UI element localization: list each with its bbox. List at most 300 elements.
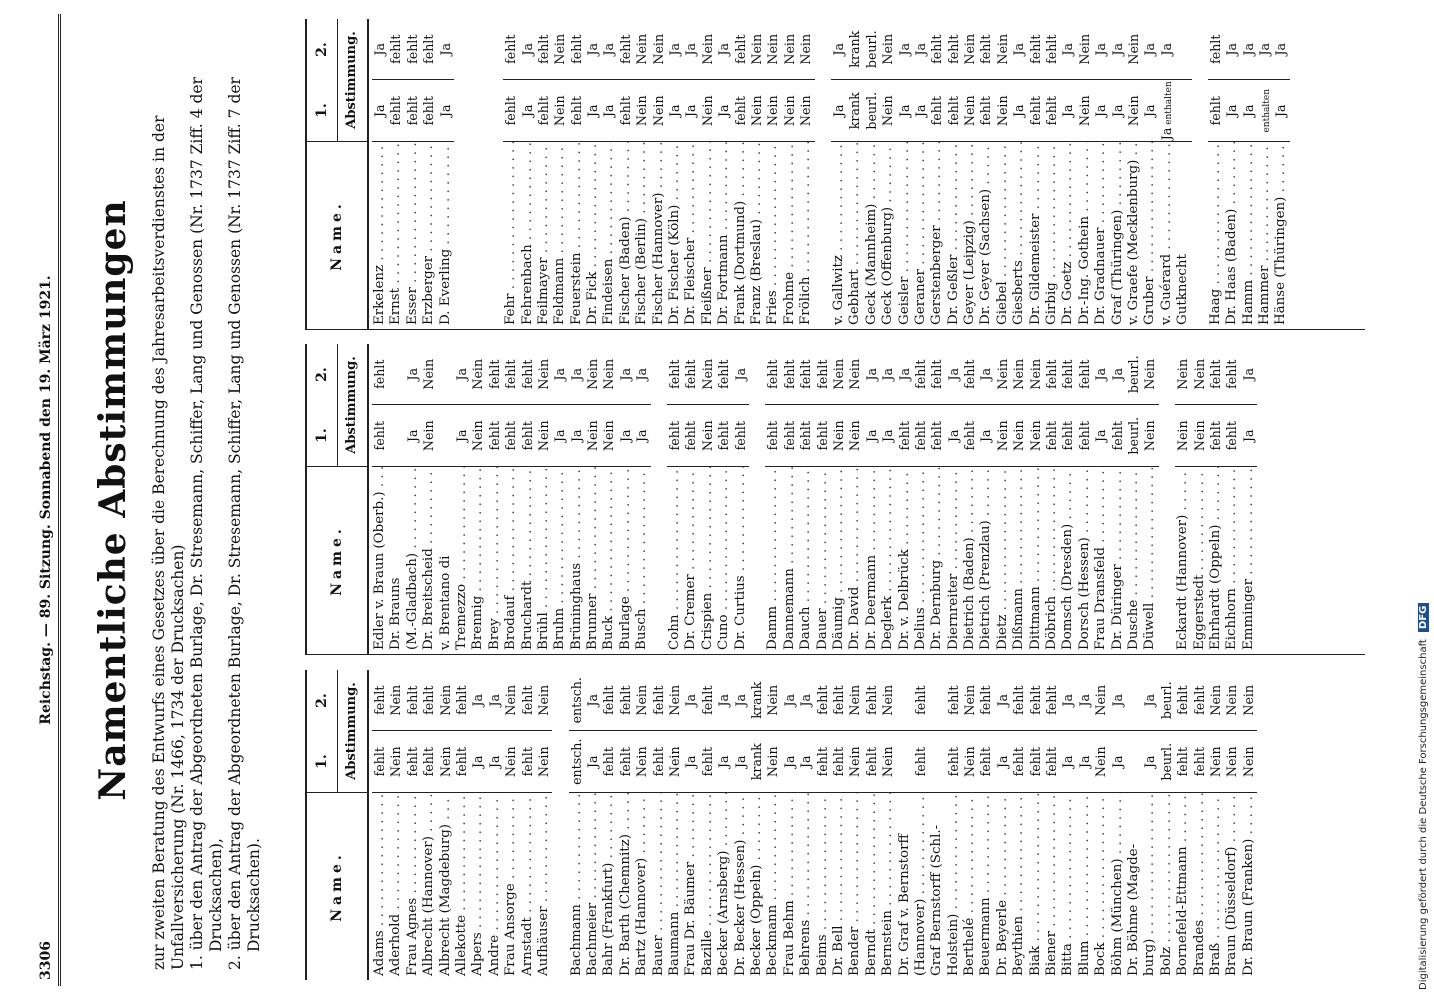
vote-1: Ja: [1076, 755, 1092, 769]
member-name: Geraner . . .: [913, 142, 929, 329]
row-spacer: [1192, 19, 1208, 329]
vote-1: fehlt: [486, 421, 502, 451]
vote-2: fehlt: [1011, 670, 1027, 732]
vote-header: [307, 670, 367, 792]
table-row: [798, 670, 814, 980]
row-spacer: [749, 344, 765, 654]
table-row: [880, 670, 896, 980]
member-name: Dr. Fischer (Köln) . . .: [667, 142, 683, 329]
member-name: Erkelenz . . .: [372, 142, 388, 329]
table-row: [454, 670, 470, 980]
vote-2: Nein: [782, 19, 798, 81]
table-row: [749, 670, 765, 980]
vote-1-header: 1.: [314, 428, 330, 443]
vote-1: fehlt: [962, 421, 978, 451]
member-name: Frau Ansorge . . .: [503, 793, 519, 980]
table-row: [536, 19, 552, 329]
vote-2: Nein: [1093, 670, 1109, 732]
vote-label: Abstimmung.: [344, 682, 359, 780]
vote-2: beurl.: [1126, 344, 1142, 406]
table-row: [470, 670, 486, 980]
member-name: Bachmeier . . .: [585, 793, 601, 980]
table-row: [1011, 344, 1027, 654]
row-spacer: [651, 344, 667, 654]
member-name: Dusche . . .: [1126, 467, 1142, 654]
vote-2: [438, 344, 454, 406]
vote-1: [1126, 732, 1142, 793]
vote-1: fehlt: [617, 747, 633, 777]
member-name: v. Brentano di: [437, 555, 453, 650]
vote-2: fehlt: [601, 670, 617, 732]
vote-1: Ja: [1060, 755, 1076, 769]
vote-1: Nein: [994, 95, 1010, 127]
table-row: [946, 344, 962, 654]
table-row: [700, 670, 716, 980]
vote-1: Ja: [978, 429, 994, 443]
table-row: [1208, 19, 1224, 329]
table-row: [520, 344, 536, 654]
vote-1: Nein: [1093, 746, 1109, 778]
vote-column-1: [305, 670, 1365, 980]
vote-1: fehlt: [1175, 747, 1191, 777]
vote-1: Ja: [798, 755, 814, 769]
vote-1: Ja: [1109, 755, 1125, 769]
member-name: Dannemann . . .: [782, 467, 798, 654]
table-row: [733, 670, 749, 980]
vote-2: Nein: [962, 670, 978, 732]
table-row: [683, 344, 699, 654]
vote-2: fehlt: [683, 344, 699, 406]
table-row: [733, 344, 749, 654]
vote-1: Nein: [437, 746, 453, 778]
table-row: [978, 19, 994, 329]
vote-1: Ja: [912, 104, 928, 118]
vote-1: Ja: [634, 429, 650, 443]
vote-1: fehlt: [765, 421, 781, 451]
member-name: Dr. Haas (Baden) . . .: [1224, 142, 1240, 329]
intro-lead: zur zweiten Beratung des Entwurfs eines Gesetzes über die Berechnung des Jahresarbeitsverdienstes in der Unfallversicherung (Nr. 1466, 1734 der Drucksachen): [150, 115, 187, 970]
vote-2: fehlt: [388, 19, 404, 81]
member-name: Fischer (Baden) . . .: [618, 142, 634, 329]
vote-1: Nein: [1027, 420, 1043, 452]
vote-1: Ja: [1142, 755, 1158, 769]
table-row: [913, 670, 929, 980]
vote-1: Nein: [1240, 746, 1256, 778]
table-row: [831, 670, 847, 980]
member-name: Dr. Bell . . .: [831, 793, 847, 980]
vote-1: Ja: [404, 429, 420, 443]
vote-2: fehlt: [487, 344, 503, 406]
table-row: [716, 19, 732, 329]
vote-2: Nein: [765, 670, 781, 732]
vote-1: Ja: [453, 429, 469, 443]
vote-2: Nein: [634, 670, 650, 732]
member-name: Frau Behm . . .: [782, 793, 798, 980]
vote-2: fehlt: [765, 344, 781, 406]
vote-2: Ja: [716, 670, 732, 732]
member-name: Dr. Gradnauer . . .: [1093, 142, 1109, 329]
vote-1: Nein: [388, 746, 404, 778]
vote-1: fehlt: [830, 747, 846, 777]
vote-1: fehlt: [1224, 421, 1240, 451]
vote-2: Nein: [765, 19, 781, 81]
member-name: Dr. Fortmann . . .: [716, 142, 732, 329]
member-name: Gerstenberger . . .: [929, 142, 945, 329]
table-row: [995, 670, 1011, 980]
table-row: [454, 344, 470, 654]
member-name: Gruber . . .: [1142, 142, 1158, 329]
credit-label: Digitalisierung gefördert durch die Deutsche Forschungsgemeinschaft: [1418, 639, 1429, 990]
vote-2: Ja: [683, 670, 699, 732]
vote-1: Nein: [1011, 420, 1027, 452]
vote-2: Nein: [831, 344, 847, 406]
member-name: Busch . . .: [634, 467, 650, 654]
table-row: [503, 670, 519, 980]
member-name: Alpers . . .: [470, 793, 486, 980]
member-name: Dr. Gildemeister . . .: [1028, 142, 1044, 329]
vote-1: [388, 406, 404, 467]
vote-1: fehlt: [650, 747, 666, 777]
table-row: [1159, 19, 1175, 329]
member-name: (Hannover) . . .: [913, 793, 929, 980]
vote-1: fehlt: [929, 421, 945, 451]
vote-2: Ja: [897, 344, 913, 406]
member-name: Dißmann . . .: [1011, 467, 1027, 654]
table-row: [470, 344, 486, 654]
table-row: [1224, 19, 1240, 329]
member-name: Dr. Curtius . . .: [733, 467, 749, 654]
table-row: [536, 344, 552, 654]
member-name: Franz (Breslau) . . .: [749, 142, 765, 329]
member-name: Adams . . .: [372, 793, 388, 980]
vote-table: [305, 20, 1365, 980]
member-name: Holstein) . . .: [946, 793, 962, 980]
member-name: Delius . . .: [913, 467, 929, 654]
table-row: [1142, 344, 1158, 654]
member-name: Beims . . .: [815, 793, 831, 980]
vote-1: fehlt: [1207, 96, 1223, 126]
vote-1: fehlt: [814, 747, 830, 777]
table-row: [929, 670, 945, 980]
vote-2: Ja: [1224, 19, 1240, 81]
vote-2: Ja: [470, 670, 486, 732]
vote-1: [1257, 81, 1273, 142]
vote-2: Ja: [864, 344, 880, 406]
vote-1: fehlt: [1044, 96, 1060, 126]
table-row: [913, 344, 929, 654]
vote-2: [897, 670, 913, 732]
vote-1: fehlt: [1060, 421, 1076, 451]
vote-1: fehlt: [1044, 747, 1060, 777]
table-row: [421, 344, 437, 654]
vote-1: Ja: [1224, 104, 1240, 118]
vote-2: fehlt: [1192, 670, 1208, 732]
vote-1: Nein: [765, 95, 781, 127]
table-row: [1142, 19, 1158, 329]
vote-1: Nein: [585, 420, 601, 452]
table-row: [520, 670, 536, 980]
vote-2: fehlt: [372, 344, 388, 406]
table-row: [716, 670, 732, 980]
table-row: [405, 19, 421, 329]
member-name: Gutknecht: [1175, 254, 1191, 325]
vote-1: fehlt: [863, 747, 879, 777]
vote-1: fehlt: [814, 421, 830, 451]
table-row: [1192, 344, 1208, 654]
table-row: [601, 344, 617, 654]
vote-2: Ja: [585, 670, 601, 732]
name-header: Name.: [307, 466, 367, 654]
vote-2: fehlt: [782, 344, 798, 406]
vote-1: Ja: [1060, 104, 1076, 118]
vote-1: fehlt: [535, 96, 551, 126]
table-row: [405, 344, 421, 654]
vote-2: Ja: [1060, 670, 1076, 732]
vote-1: Ja: [945, 429, 961, 443]
member-name: Aderhold . . .: [388, 793, 404, 980]
table-row: [962, 19, 978, 329]
vote-2: Ja: [1159, 19, 1175, 81]
vote-2: Ja: [1110, 19, 1126, 81]
vote-1: fehlt: [404, 96, 420, 126]
vote-2: Nein: [536, 670, 552, 732]
vote-1: Ja: [617, 429, 633, 443]
member-name: Allekotte . . .: [454, 793, 470, 980]
member-name: Beythien . . .: [1011, 793, 1027, 980]
vote-1: Ja: [781, 755, 797, 769]
table-row: [1241, 19, 1257, 329]
table-row: [536, 670, 552, 980]
vote-2: Ja: [634, 344, 650, 406]
table-row: [388, 19, 404, 329]
vote-2: Nein: [1241, 670, 1257, 732]
member-name: Fries . . .: [765, 142, 781, 329]
vote-2: fehlt: [929, 344, 945, 406]
member-name: Dr. Fleischer . . .: [683, 142, 699, 329]
table-row: [700, 19, 716, 329]
table-row: [1126, 19, 1142, 329]
vote-2: Nein: [880, 670, 896, 732]
table-row: [683, 670, 699, 980]
row-spacer: [815, 19, 831, 329]
table-row: [421, 19, 437, 329]
table-row: [700, 344, 716, 654]
table-row: [601, 19, 617, 329]
member-name: v. Graefe (Mecklenburg) . . .: [1126, 142, 1142, 329]
member-name: Dr.-Ing. Gothein . . .: [1077, 142, 1093, 329]
vote-2: Nein: [438, 670, 454, 732]
table-row: [651, 670, 667, 980]
vote-2: fehlt: [651, 670, 667, 732]
vote-2: fehlt: [1028, 19, 1044, 81]
column-header: [305, 19, 369, 329]
vote-2: Ja: [1093, 19, 1109, 81]
member-name: Bruchardt . . .: [520, 467, 536, 654]
member-name: Graf (Thüringen) . . .: [1110, 142, 1126, 329]
vote-1: Ja: [519, 104, 535, 118]
member-name: Dr. v. Delbrück . . .: [897, 467, 913, 654]
member-name: Bock . . .: [1093, 793, 1109, 980]
vote-2: Ja: [995, 670, 1011, 732]
member-name: Blum . . .: [1077, 793, 1093, 980]
table-row: [1175, 670, 1191, 980]
vote-1: Nein: [1191, 420, 1207, 452]
member-name: Dr. Becker (Hessen) . . .: [733, 793, 749, 980]
vote-2: fehlt: [618, 19, 634, 81]
vote-1: fehlt: [372, 747, 387, 777]
vote-1: fehlt: [421, 96, 437, 126]
member-name: Fischer (Hannover) . . .: [651, 142, 667, 329]
table-row: [1077, 344, 1093, 654]
table-row: [897, 670, 913, 980]
vote-2: Ja: [454, 344, 470, 406]
member-name: Burlage . . .: [618, 467, 634, 654]
member-name: Brühl . . .: [536, 467, 552, 654]
vote-1: Nein: [634, 746, 650, 778]
vote-2: fehlt: [913, 670, 929, 732]
table-row: [585, 19, 601, 329]
vote-1: Ja: [1093, 104, 1109, 118]
vote-2: Nein: [1224, 670, 1240, 732]
member-name: Hammer . . .: [1257, 142, 1273, 329]
vote-2: Ja: [601, 19, 617, 81]
member-name: Berthelé . . .: [962, 793, 978, 980]
member-name: Frölich . . .: [798, 142, 814, 329]
table-row: [847, 670, 863, 980]
vote-1: fehlt: [945, 96, 961, 126]
table-row: [1060, 670, 1076, 980]
page-number: 3306: [38, 941, 54, 980]
vote-1: Nein: [1142, 420, 1158, 452]
vote-2: fehlt: [405, 670, 421, 732]
vote-1: Nein: [1175, 420, 1191, 452]
member-name: Brandes . . .: [1192, 793, 1208, 980]
vote-1: fehlt: [519, 747, 535, 777]
member-name: Frau Dransfeld . . .: [1093, 467, 1109, 654]
member-name: Dr. Braun (Franken) . . .: [1241, 793, 1257, 980]
member-name: Bauer . . .: [651, 793, 667, 980]
vote-1: fehlt: [1027, 747, 1043, 777]
vote-1: Nein: [994, 420, 1010, 452]
table-row: [372, 19, 388, 329]
vote-1: Nein: [1076, 95, 1092, 127]
vote-1-header: 1.: [314, 754, 330, 769]
member-name: Deglerk . . .: [880, 467, 896, 654]
vote-2: entsch.: [569, 670, 585, 732]
member-name: Cuno . . .: [716, 467, 732, 654]
row-spacer: [454, 19, 470, 329]
table-row: [372, 344, 388, 654]
member-name: Graf Bernstorff (Schl.-: [929, 824, 945, 976]
table-row: [765, 344, 781, 654]
vote-2: fehlt: [503, 19, 519, 81]
member-name: Eichhorn . . .: [1224, 467, 1240, 654]
vote-2: Ja: [487, 670, 503, 732]
vote-1: fehlt: [683, 421, 699, 451]
vote-2: Ja: [1110, 670, 1126, 732]
vote-1: fehlt: [421, 747, 437, 777]
table-row: [634, 344, 650, 654]
vote-2: Nein: [700, 19, 716, 81]
member-name: Haag . . .: [1208, 142, 1224, 329]
member-name: Diernreiter . . .: [946, 467, 962, 654]
row-spacer: [1159, 344, 1175, 654]
vote-2: Nein: [651, 19, 667, 81]
table-row: [487, 670, 503, 980]
vote-2: Ja: [1110, 344, 1126, 406]
table-row: [1060, 344, 1076, 654]
member-name: Düwell . . .: [1142, 467, 1158, 654]
vote-2: fehlt: [716, 344, 732, 406]
vote-1: fehlt: [732, 96, 748, 126]
member-name: Brodauf . . .: [503, 467, 519, 654]
vote-2: Ja: [618, 344, 634, 406]
member-name: Dr. Barth (Chemnitz) . . .: [618, 793, 634, 980]
table-row: [782, 670, 798, 980]
column-header: [305, 344, 369, 654]
table-row: [1224, 344, 1240, 654]
table-row: [1159, 670, 1175, 980]
member-name: Braß . . .: [1208, 793, 1224, 980]
member-name: v. Guérard . . .: [1159, 142, 1175, 329]
vote-1: Nein: [503, 746, 519, 778]
member-name: Andre . . .: [487, 793, 503, 980]
table-row: [978, 344, 994, 654]
member-name: Fleißner . . .: [700, 142, 716, 329]
vote-2: fehlt: [421, 670, 437, 732]
vote-2: Ja: [667, 19, 683, 81]
vote-1: Ja: [683, 104, 699, 118]
member-name: Dr. Graf v. Bernstorff: [896, 834, 912, 976]
member-name: Geck (Offenburg) . . .: [880, 142, 896, 329]
vote-1: fehlt: [945, 747, 961, 777]
vote-2: Ja: [1011, 19, 1027, 81]
vote-1: Nein: [880, 95, 896, 127]
table-row: [831, 344, 847, 654]
vote-1: fehlt: [699, 747, 715, 777]
vote-2: fehlt: [405, 19, 421, 81]
table-row: [1110, 344, 1126, 654]
table-row: [847, 19, 863, 329]
vote-1: Nein: [847, 420, 863, 452]
vote-1: [929, 732, 945, 793]
member-name: Brey . . .: [487, 467, 503, 654]
vote-label: Abstimmung.: [344, 31, 359, 129]
table-row: [1208, 344, 1224, 654]
member-name: Crispien . . .: [700, 467, 716, 654]
vote-2: Ja: [585, 19, 601, 81]
member-name: v. Gallwitz . . .: [831, 142, 847, 329]
vote-1: fehlt: [1076, 421, 1092, 451]
member-name: Becker (Arnsberg) . . .: [716, 793, 732, 980]
vote-2: fehlt: [618, 670, 634, 732]
vote-2: fehlt: [913, 344, 929, 406]
vote-1: Ja: [585, 755, 601, 769]
member-name: Beuermann . . .: [978, 793, 994, 980]
table-row: [995, 344, 1011, 654]
vote-2: fehlt: [1044, 19, 1060, 81]
table-row: [372, 670, 388, 980]
table-row: [667, 344, 683, 654]
member-name: burg) . . .: [1142, 793, 1158, 980]
table-row: [1077, 19, 1093, 329]
table-row: [1110, 19, 1126, 329]
vote-2: Nein: [536, 344, 552, 406]
table-row: [552, 344, 568, 654]
vote-2: fehlt: [536, 19, 552, 81]
vote-2: [929, 670, 945, 732]
vote-2: Ja: [372, 19, 388, 81]
